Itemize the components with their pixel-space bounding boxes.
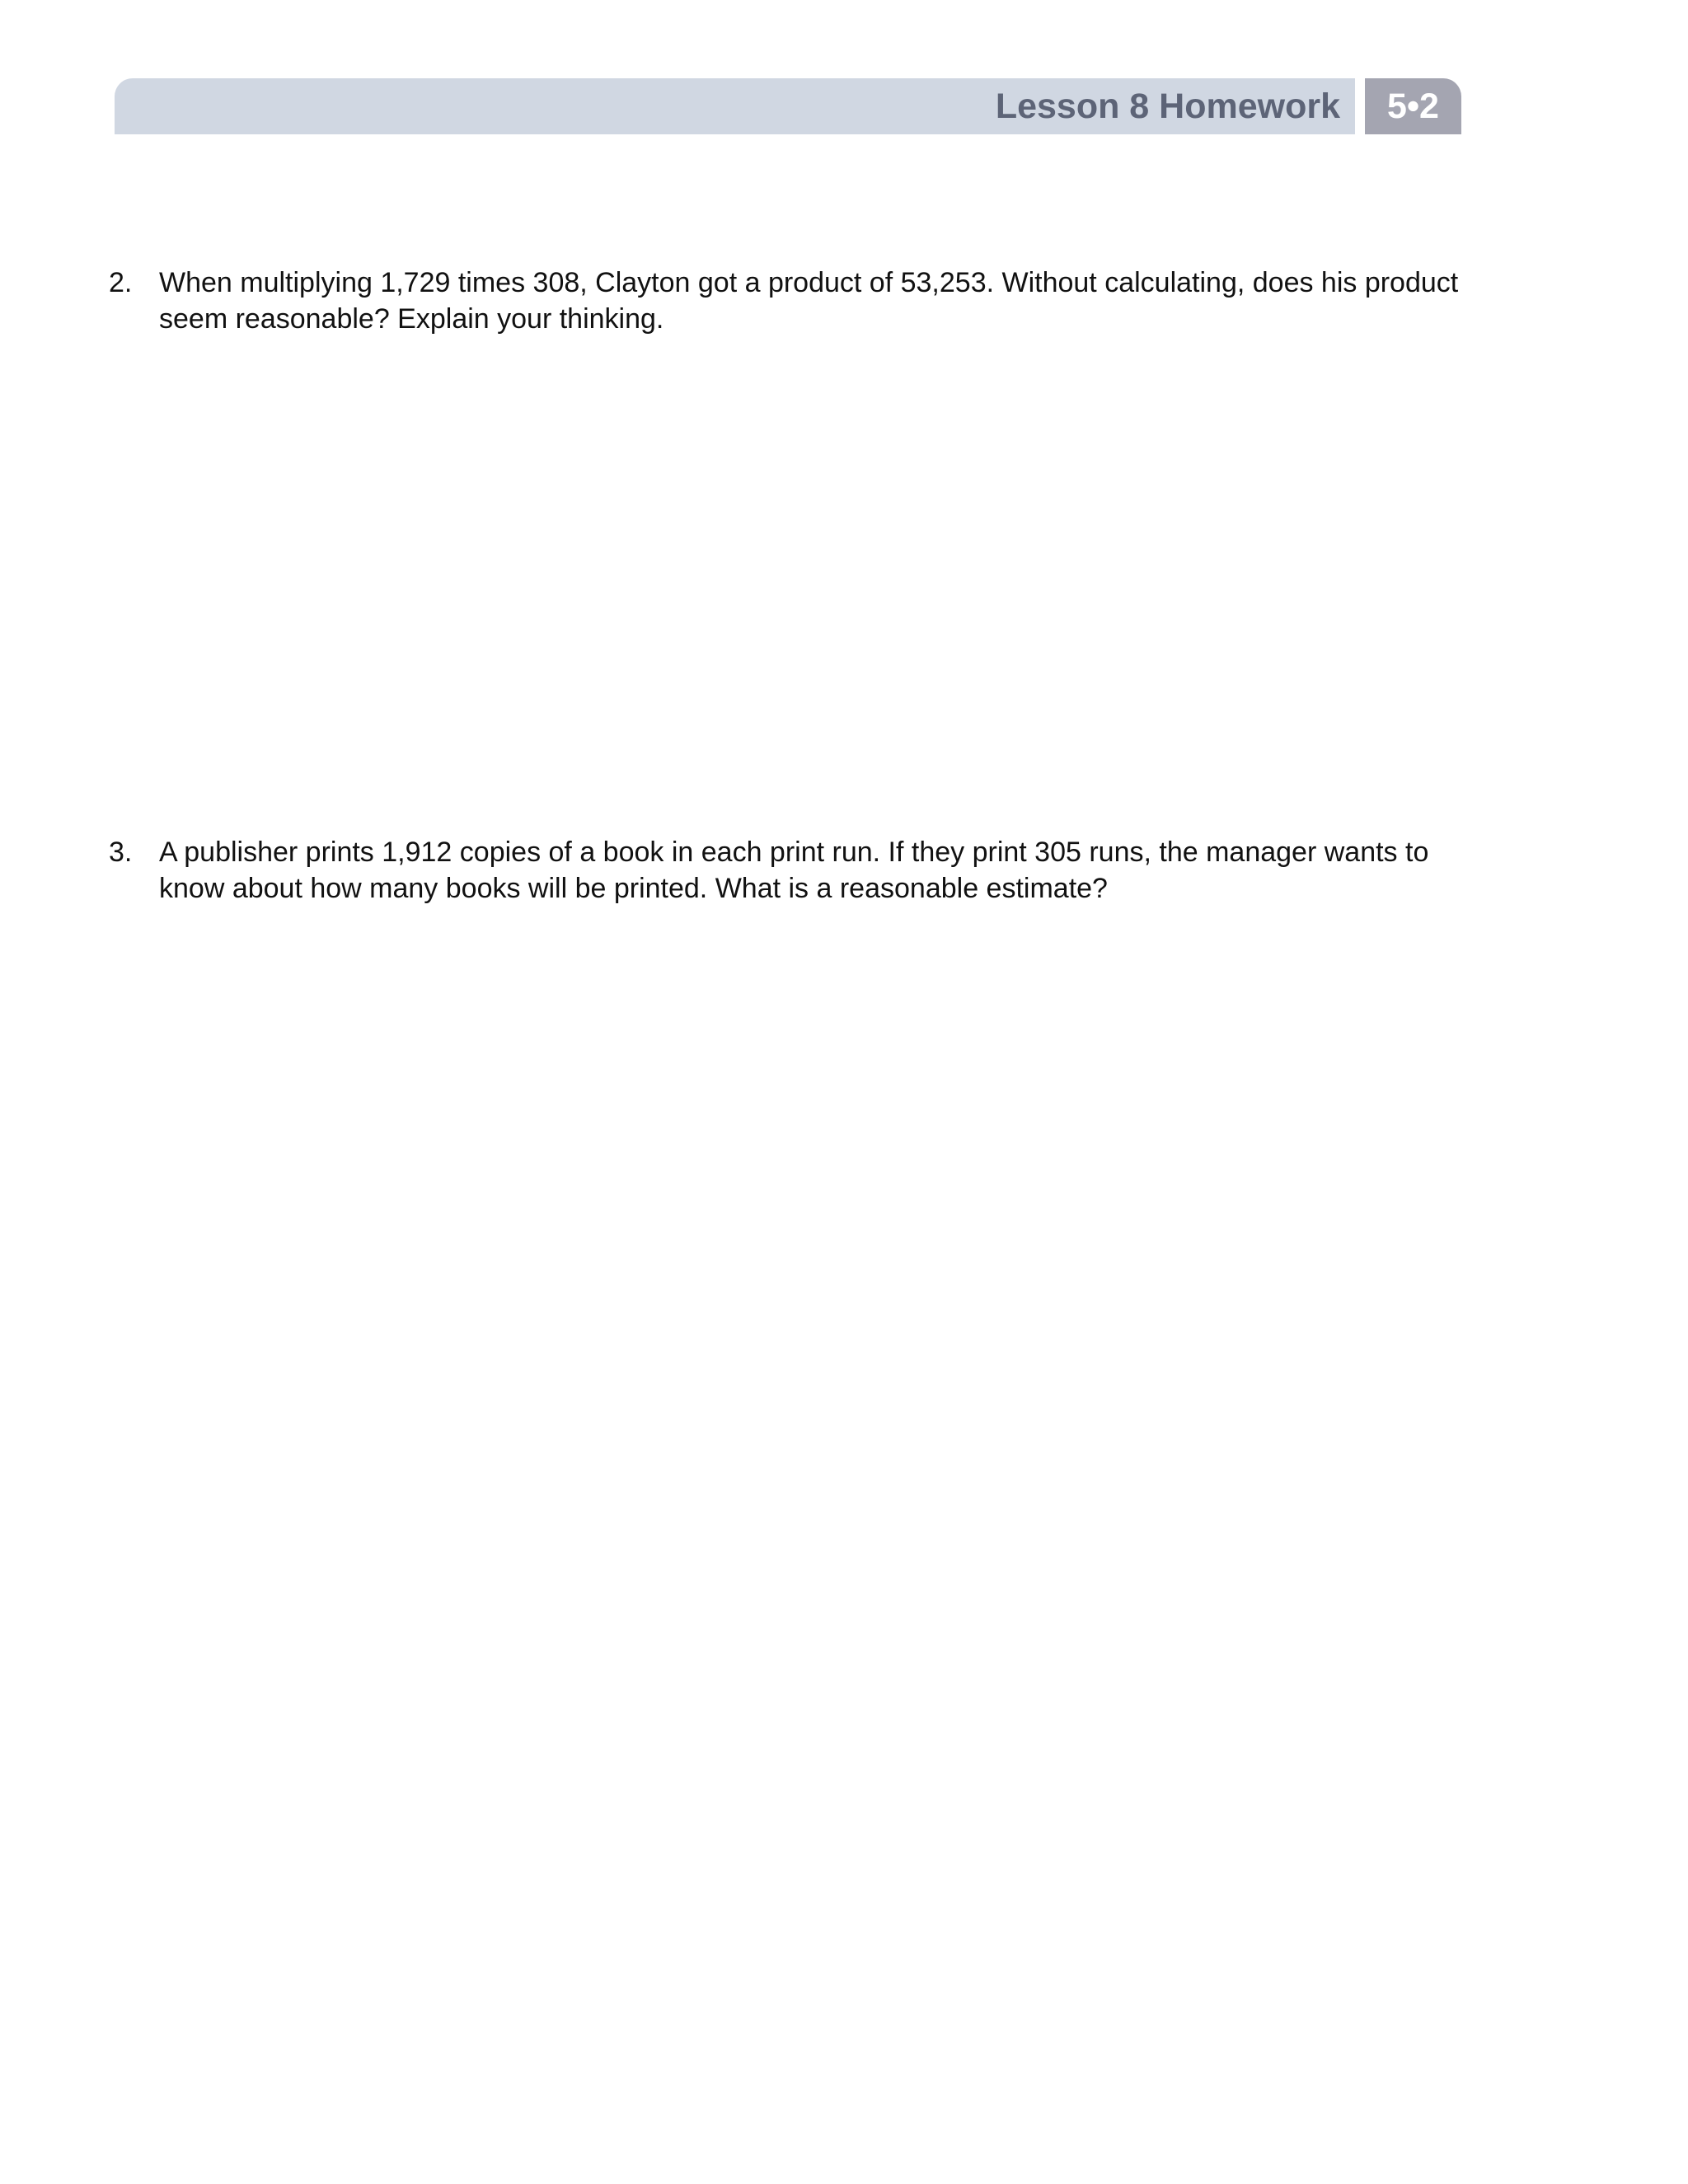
problem-number: 2.: [109, 267, 133, 298]
module-badge: [1365, 78, 1461, 134]
problem-text: A publisher prints 1,912 copies of a book in each print run. If they print 305 runs, the manager wants to know about how many books will be printed. What is a reasonable estimate?: [159, 837, 1429, 904]
header-bar: [115, 78, 1355, 134]
module-badge-label: 5•2: [1387, 87, 1439, 126]
page-title: Lesson 8 Homework: [995, 87, 1340, 126]
problem-text: When multiplying 1,729 times 308, Clayton got a product of 53,253. Without calculating, does his product seem reasonable? Explain your thinking.: [159, 267, 1459, 335]
problem-number: 3.: [109, 837, 133, 868]
